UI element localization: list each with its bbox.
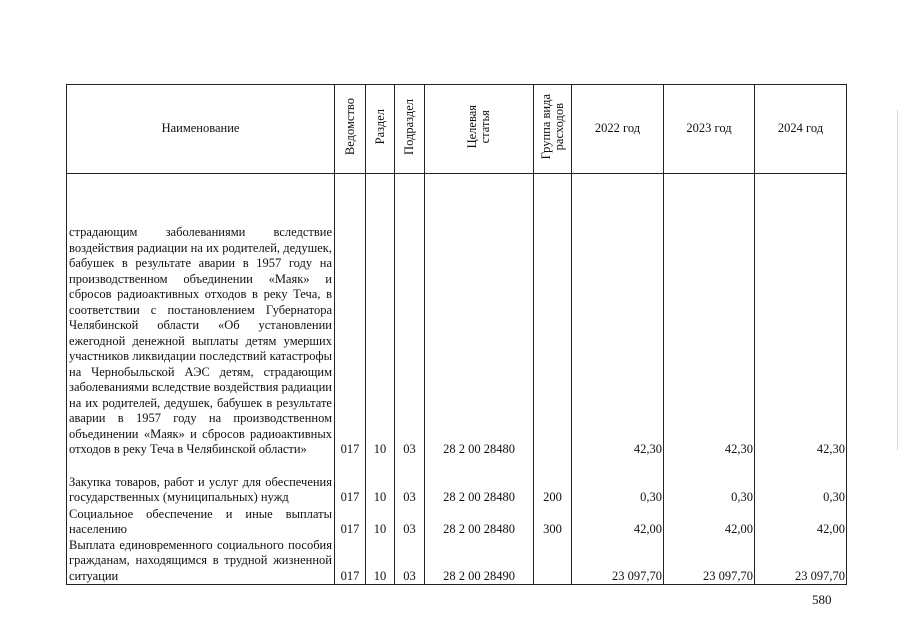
row-subsection: 03 — [395, 458, 425, 506]
row-subsection: 03 — [395, 538, 425, 585]
row-group: 300 — [534, 506, 572, 538]
row-2024: 42,30 — [755, 174, 847, 458]
row-subsection: 03 — [395, 506, 425, 538]
row-2023: 23 097,70 — [664, 538, 755, 585]
row-2022: 23 097,70 — [572, 538, 664, 585]
header-subsection: Подраздел — [395, 85, 425, 174]
row-name: Выплата единовременного социального пособия гражданам, находящимся в трудной жизненной ситуации — [67, 538, 335, 585]
row-target: 28 2 00 28480 — [425, 506, 534, 538]
table-row — [67, 538, 847, 585]
row-2023: 0,30 — [664, 458, 755, 506]
row-target: 28 2 00 28480 — [425, 458, 534, 506]
row-2022: 42,00 — [572, 506, 664, 538]
row-target: 28 2 00 28480 — [425, 174, 534, 458]
header-section: Раздел — [366, 85, 395, 174]
row-group — [534, 174, 572, 458]
header-2024: 2024 год — [755, 85, 847, 174]
row-section: 10 — [366, 174, 395, 458]
row-2024: 42,00 — [755, 506, 847, 538]
row-group — [534, 538, 572, 585]
row-dept: 017 — [335, 538, 366, 585]
header-row — [67, 85, 847, 174]
header-2023: 2023 год — [664, 85, 755, 174]
row-group: 200 — [534, 458, 572, 506]
row-dept: 017 — [335, 174, 366, 458]
scan-edge-line — [897, 110, 898, 450]
row-section: 10 — [366, 538, 395, 585]
row-subsection: 03 — [395, 174, 425, 458]
budget-table — [66, 84, 847, 585]
row-2022: 42,30 — [572, 174, 664, 458]
row-2024: 23 097,70 — [755, 538, 847, 585]
header-name: Наименование — [67, 85, 335, 174]
table-row — [67, 174, 847, 458]
row-name: Социальное обеспечение и иные выплаты населению — [67, 506, 335, 538]
header-target-article: Целевая статья — [425, 85, 534, 174]
row-dept: 017 — [335, 506, 366, 538]
table-row — [67, 506, 847, 538]
row-2022: 0,30 — [572, 458, 664, 506]
row-section: 10 — [366, 506, 395, 538]
row-section: 10 — [366, 458, 395, 506]
page-number: 580 — [812, 592, 832, 607]
row-2023: 42,30 — [664, 174, 755, 458]
row-dept: 017 — [335, 458, 366, 506]
row-target: 28 2 00 28490 — [425, 538, 534, 585]
header-department: Ведомство — [335, 85, 366, 174]
header-2022: 2022 год — [572, 85, 664, 174]
table-row — [67, 458, 847, 506]
row-name: Закупка товаров, работ и услуг для обеспечения государственных (муниципальных) нужд — [67, 458, 335, 506]
row-2024: 0,30 — [755, 458, 847, 506]
row-2023: 42,00 — [664, 506, 755, 538]
header-expense-group: Группа вида расходов — [534, 85, 572, 174]
row-name: страдающим заболеваниями вследствие воздействия радиации на их родителей, дедушек, бабушек в результате аварии в 1957 году на производственном объединении «Маяк» и сбросов радиоактивных отходов в реку Теча, в соответствии с постановлением Губернатора Челябинской области «Об установлении ежегодной денежной выплаты детям умерших участников ликвидации последствий катастрофы на Чернобыльской АЭС детям, страдающим заболеваниями вследствие воздействия радиации на их родителей, дедушек, бабушек в результате аварии в 1957 году на производственном объединении «Маяк» и сбросов радиоактивных отходов в реку Теча в Челябинской области» — [67, 174, 335, 458]
